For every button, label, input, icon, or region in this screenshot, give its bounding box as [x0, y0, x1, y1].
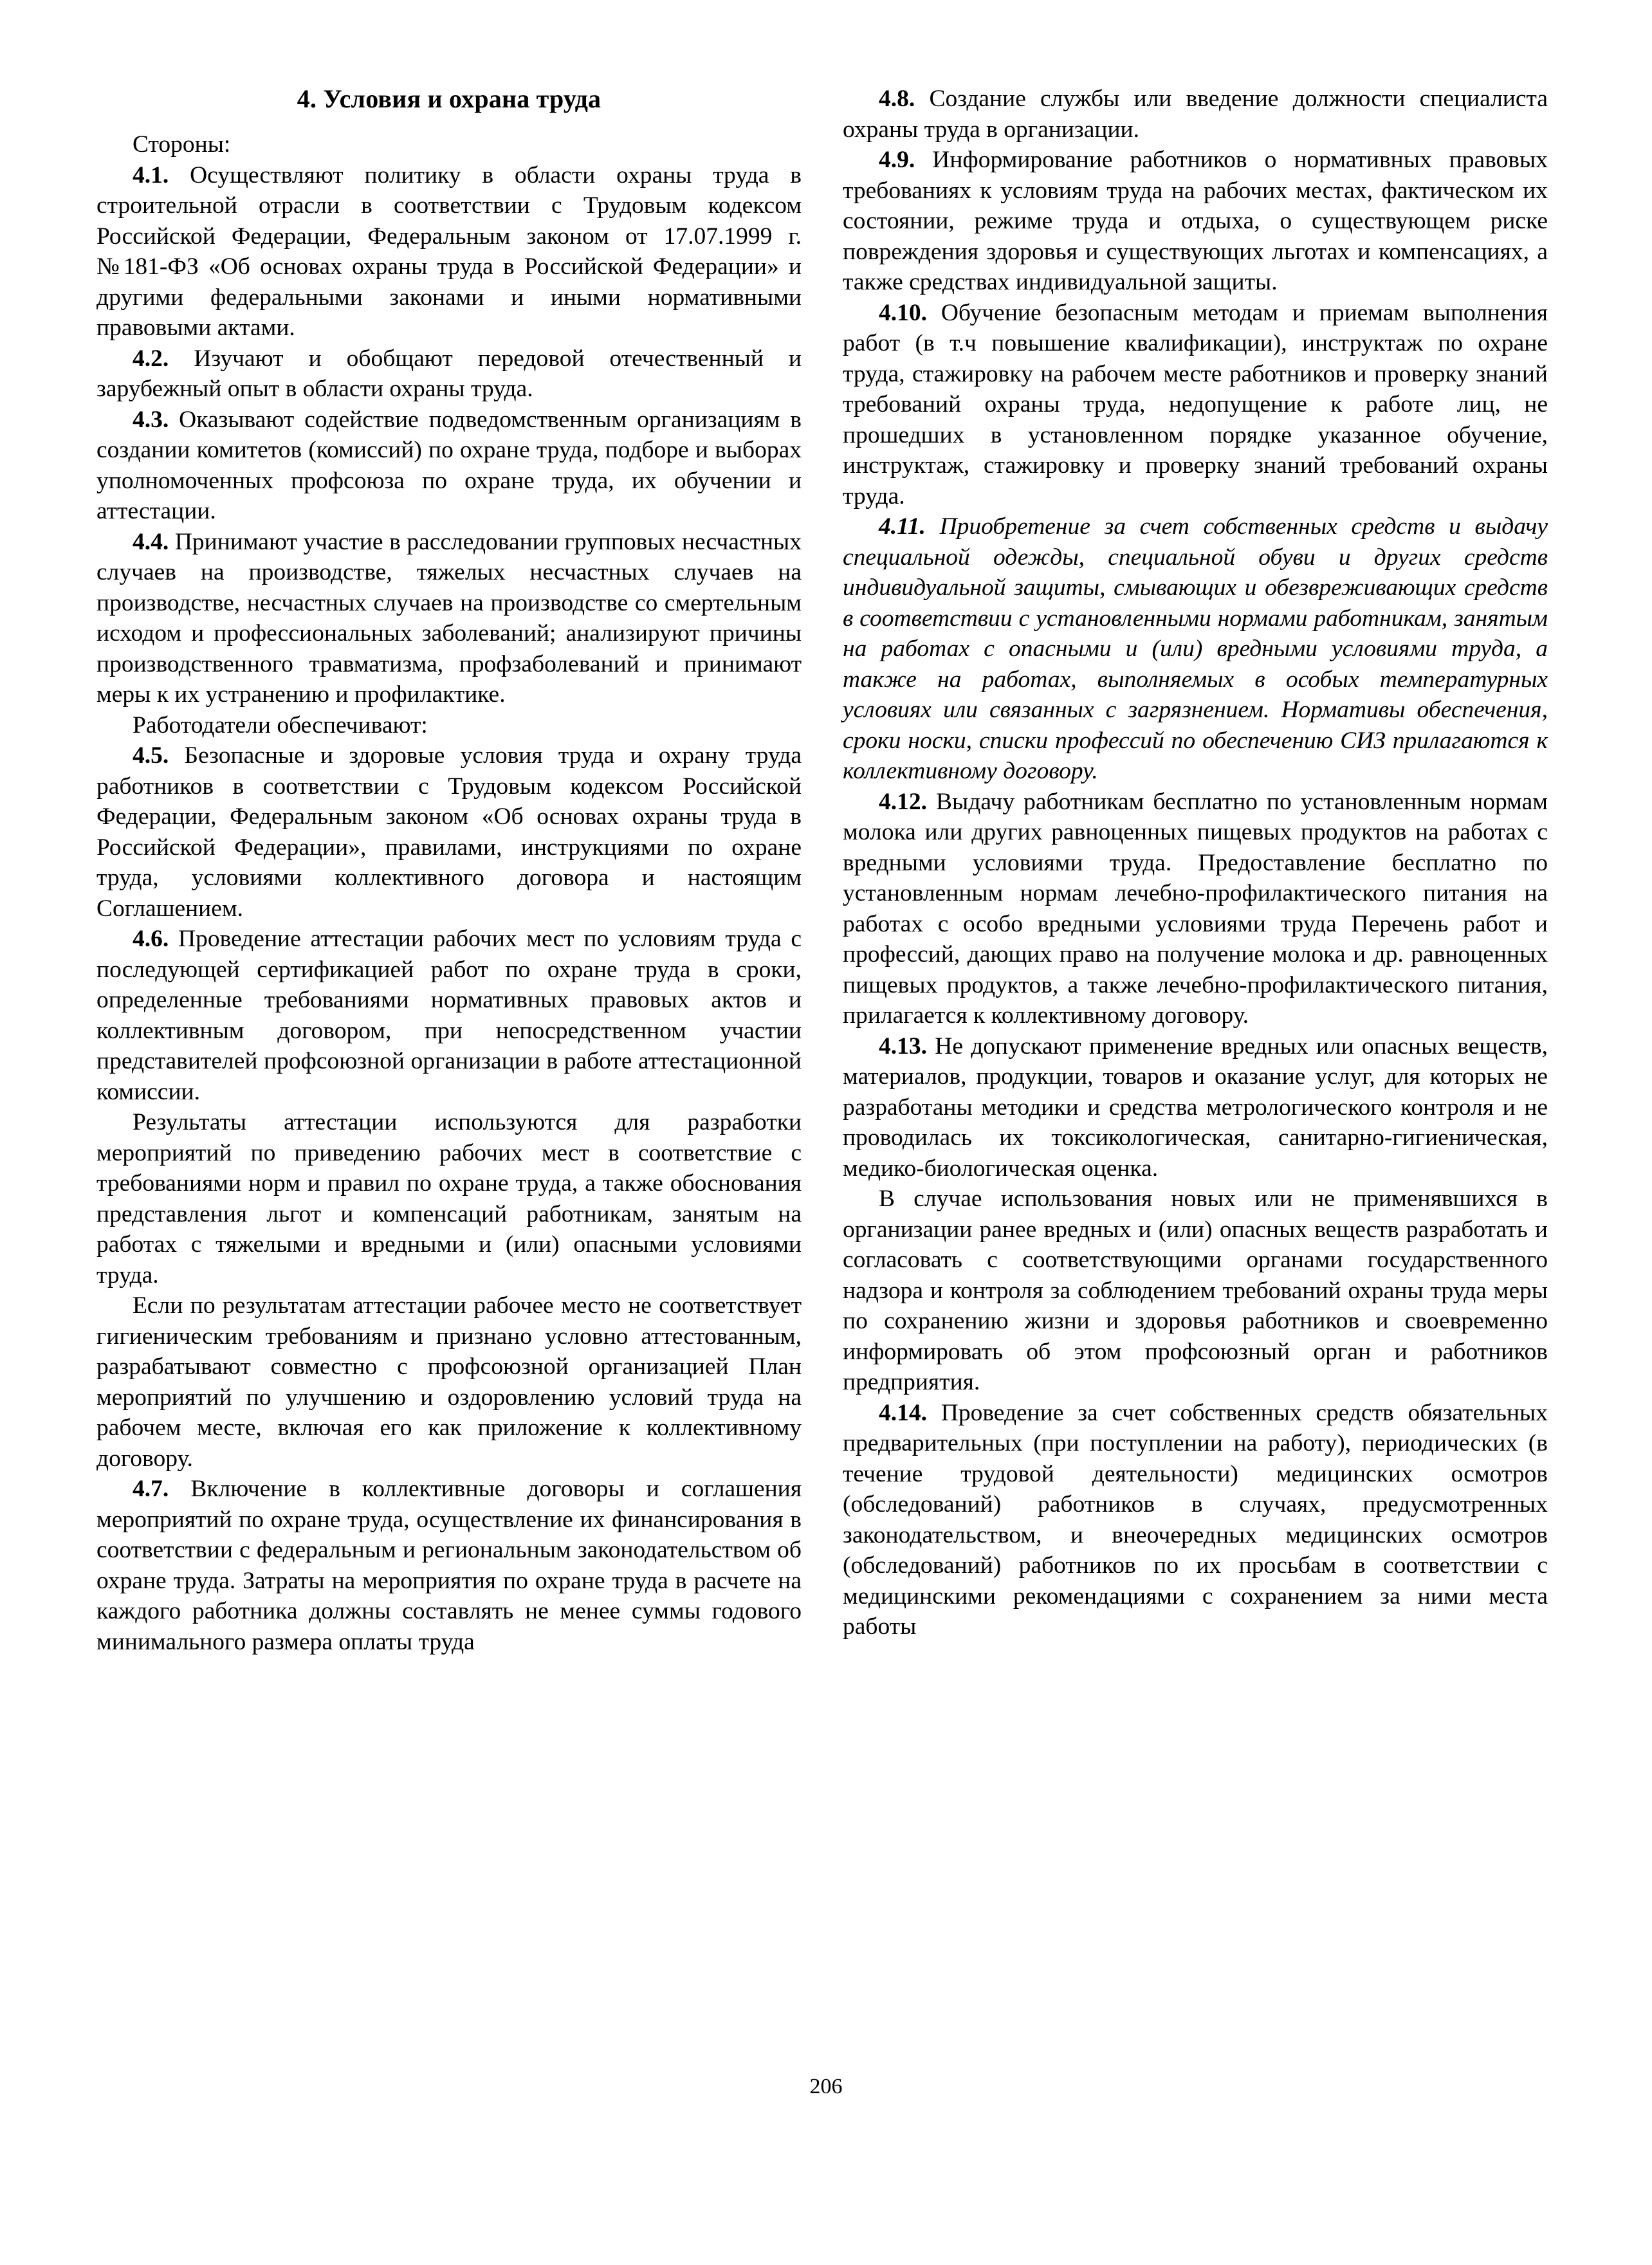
paragraph-4-8	[843, 84, 1548, 145]
clause-number-4-8: 4.8.	[879, 86, 915, 112]
paragraph-4-7	[96, 1474, 802, 1657]
clause-number-4-13: 4.13.	[879, 1032, 927, 1059]
paragraph-4-12	[843, 787, 1548, 1031]
clause-text-4-3: Оказывают содействие подведомственным организациям в создании комитетов (комиссий) по охране труда, подборе и выборах уполномоченных профсоюза по охране труда, их обучении и аттестации.	[96, 406, 802, 524]
clause-text-4-11: Приобретение за счет собственных средств и выдачу специальной одежды, специальной обуви и других средств индивидуальной защиты, смывающих и обезвреживающих средств в соответствии с установленными нормами работникам, занятым на работах с опасными и (или) вредными условиями труда, а также на работах, выполняемых в особых температурных условиях или связанных с загрязнением. Нормативы обеспечения, сроки носки, списки профессий по обеспечению СИЗ прилагаются к коллективному договору.	[843, 513, 1548, 784]
page-number: 206	[809, 2075, 843, 2098]
clause-number-4-7: 4.7.	[133, 1476, 169, 1502]
clause-text-4-8: Создание службы или введение должности специалиста охраны труда в организации.	[843, 86, 1548, 143]
paragraph-new-substances: В случае использования новых или не применявшихся в организации ранее вредных и (или) опасных веществ разработать и согласовать с соответствующими органами государственного надзора и контроля за соблюдением требований охраны труда меры по сохранению жизни и здоровья работников и своевременно информировать об этом профсоюзный орган и работников предприятия.	[843, 1186, 1548, 1395]
paragraph-attestation-results: Результаты аттестации используются для разработки мероприятий по приведению рабочих мест в соответствие с требованиями норм и правил по охране труда, а также обоснования представления льгот и компенсаций работникам, занятым на работах с тяжелыми и вредными и (или) опасными условиями труда.	[96, 1109, 802, 1288]
clause-number-4-6: 4.6.	[133, 926, 169, 952]
paragraph-4-11	[843, 511, 1548, 787]
paragraph-4-14	[843, 1398, 1548, 1642]
paragraph-4-1	[96, 160, 802, 344]
paragraph-4-9	[843, 145, 1548, 298]
clause-number-4-10: 4.10.	[879, 299, 927, 326]
clause-number-4-14: 4.14.	[879, 1399, 927, 1426]
clause-number-4-5: 4.5.	[133, 742, 169, 769]
right-column	[843, 84, 1548, 1642]
clause-text-4-6: Проведение аттестации рабочих мест по условиям труда с последующей сертификацией работ по охране труда в сроки, определенные требованиями нормативных правовых актов и коллективным договором, при непосредственном участии представителей профсоюзной организации в работе аттестационной комиссии.	[96, 926, 802, 1105]
clause-text-4-14: Проведение за счет собственных средств обязательных предварительных (при поступлении на работу), периодических (в течение трудовой деятельности) медицинских осмотров (обследований) работников в случаях, предусмотренных законодательством, и внеочередных медицинских осмотров (обследований) работников по их просьбам в соответствии с медицинскими рекомендациями с сохранением за ними места работы	[843, 1399, 1548, 1640]
paragraph-employers-lead: Работодатели обеспечивают:	[133, 711, 428, 738]
clause-number-4-9: 4.9.	[879, 147, 915, 173]
paragraph-4-13	[843, 1031, 1548, 1184]
left-column	[96, 84, 802, 1657]
clause-number-4-3: 4.3.	[133, 406, 169, 433]
clause-text-4-10: Обучение безопасным методам и приемам выполнения работ (в т.ч повышение квалификации), инструктаж по охране труда, стажировку на рабочем месте работников и проверку знаний требований охраны труда, недопущение к работе лиц, не прошедших в установленном порядке указанное обучение, инструктаж, стажировку и проверку знаний требований охраны труда.	[843, 299, 1548, 509]
clause-text-4-2: Изучают и обобщают передовой отечественный и зарубежный опыт в области охраны труда.	[96, 345, 802, 402]
clause-text-4-4: Принимают участие в расследовании групповых несчастных случаев на производстве, тяжелых несчастных случаев на производстве, несчастных случаев на производстве со смертельным исходом и профессиональных заболеваний; анализируют причины производственного травматизма, профзаболеваний и принимают меры к их устранению и профилактике.	[96, 528, 802, 708]
clause-number-4-1: 4.1.	[133, 161, 169, 188]
paragraph-4-3	[96, 405, 802, 527]
paragraph-4-2	[96, 344, 802, 405]
paragraph-intro: Стороны:	[133, 131, 231, 158]
paragraph-4-4	[96, 527, 802, 710]
two-column-layout	[96, 84, 1556, 1657]
paragraph-4-5	[96, 740, 802, 924]
clause-text-4-7: Включение в коллективные договоры и соглашения мероприятий по охране труда, осуществление их финансирования в соответствии с федеральным и региональным законодательством об охране труда. Затраты на мероприятия по охране труда в расчете на каждого работника должны составлять не менее суммы годового минимального размера оплаты труда	[96, 1476, 802, 1655]
clause-number-4-4: 4.4.	[133, 528, 169, 555]
clause-number-4-2: 4.2.	[133, 345, 169, 372]
paragraph-4-6	[96, 924, 802, 1107]
clause-text-4-13: Не допускают применение вредных или опасных веществ, материалов, продукции, товаров и оказание услуг, для которых не разработаны методики и средства метрологического контроля и не проводилась их токсикологическая, санитарно-гигиеническая, медико-биологическая оценка.	[843, 1032, 1548, 1182]
clause-text-4-9: Информирование работников о нормативных правовых требованиях к условиям труда на рабочих местах, фактическом их состоянии, режиме труда и отдыха, о существующем риске повреждения здоровья и существующих льготах и компенсациях, а также средствах индивидуальной защиты.	[843, 147, 1548, 295]
paragraph-4-10	[843, 298, 1548, 512]
clause-text-4-1: Осуществляют политику в области охраны труда в строительной отрасли в соответствии с Трудовым кодексом Российской Федерации, Федеральным законом от 17.07.1999 г. №181-ФЗ «Об основах охраны труда в Российской Федерации» и другими федеральными законами и иными нормативными правовыми актами.	[96, 161, 802, 341]
clause-number-4-11: 4.11.	[879, 513, 926, 540]
page-title: 4. Условия и охрана труда	[297, 84, 601, 113]
clause-number-4-12: 4.12.	[879, 788, 927, 815]
clause-text-4-5: Безопасные и здоровые условия труда и охрану труда работников в соответствии с Трудовым кодексом Российской Федерации, Федеральным законом «Об основах охраны труда в Российской Федерации», правилами, инструкциями по охране труда, условиями коллективного договора и настоящим Соглашением.	[96, 742, 802, 922]
clause-text-4-12: Выдачу работникам бесплатно по установленным нормам молока или других равноценных пищевых продуктов на работах с вредными условиями труда. Предоставление бесплатно по установленным нормам лечебно-профилактического питания на работах с особо вредными условиями труда Перечень работ и профессий, дающих право на получение молока и др. равноценных пищевых продуктов, а также лечебно-профилактического питания, прилагается к коллективному договору.	[843, 788, 1548, 1029]
paragraph-attestation-conditional: Если по результатам аттестации рабочее место не соответствует гигиеническим требованиям и признано условно аттестованным, разрабатывают совместно с профсоюзной организацией План мероприятий по улучшению и оздоровлению условий труда на рабочем месте, включая его как приложение к коллективному договору.	[96, 1292, 802, 1472]
